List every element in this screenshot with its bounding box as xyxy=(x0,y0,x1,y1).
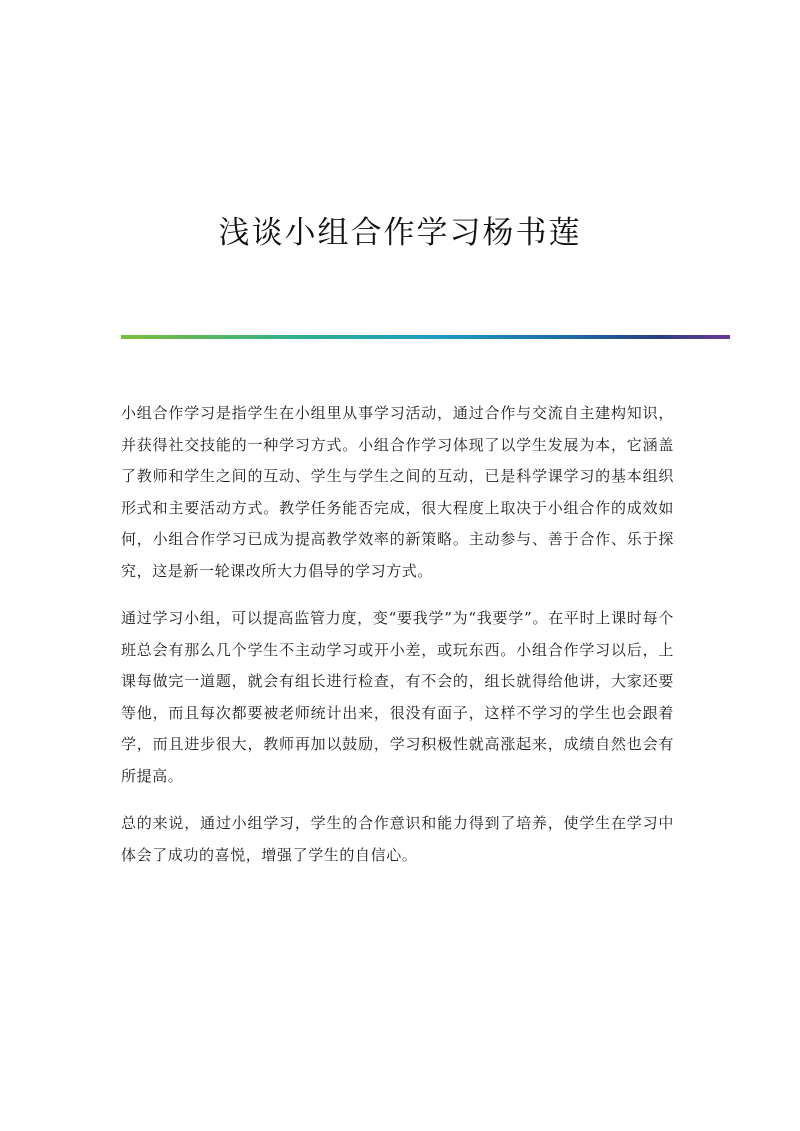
paragraph-1: 小组合作学习是指学生在小组里从事学习活动，通过合作与交流自主建构知识，并获得社交技能的一种学习方式。小组合作学习体现了以学生发展为本，它涵盖了教师和学生之间的互动、学生与学生之间的互动，已是科学课学习的基本组织形式和主要活动方式。教学任务能否完成，很大程度上取决于小组合作的成效如何，小组合作学习已成为提高教学效率的新策略。主动参与、善于合作、乐于探究，这是新一轮课改所大力倡导的学习方式。 xyxy=(121,404,674,580)
document-body xyxy=(121,398,674,887)
paragraph-2: 通过学习小组，可以提高监管力度，变“要我学”为“我要学”。在平时上课时每个班总会有那么几个学生不主动学习或开小差，或玩东西。小组合作学习以后，上课每做完一道题，就会有组长进行检查，有不会的，组长就得给他讲，大家还要等他，而且每次都要被老师统计出来，很没有面子，这样不学习的学生也会跟着学，而且进步很大，教师再加以鼓励，学习积极性就高涨起来，成绩自然也会有所提高。 xyxy=(121,609,674,785)
page-title: 浅谈小组合作学习杨书莲 xyxy=(218,214,582,251)
title-divider xyxy=(121,335,730,339)
paragraph-3: 总的来说，通过小组学习，学生的合作意识和能力得到了培养，使学生在学习中体会了成功的喜悦，增强了学生的自信心。 xyxy=(121,814,674,864)
